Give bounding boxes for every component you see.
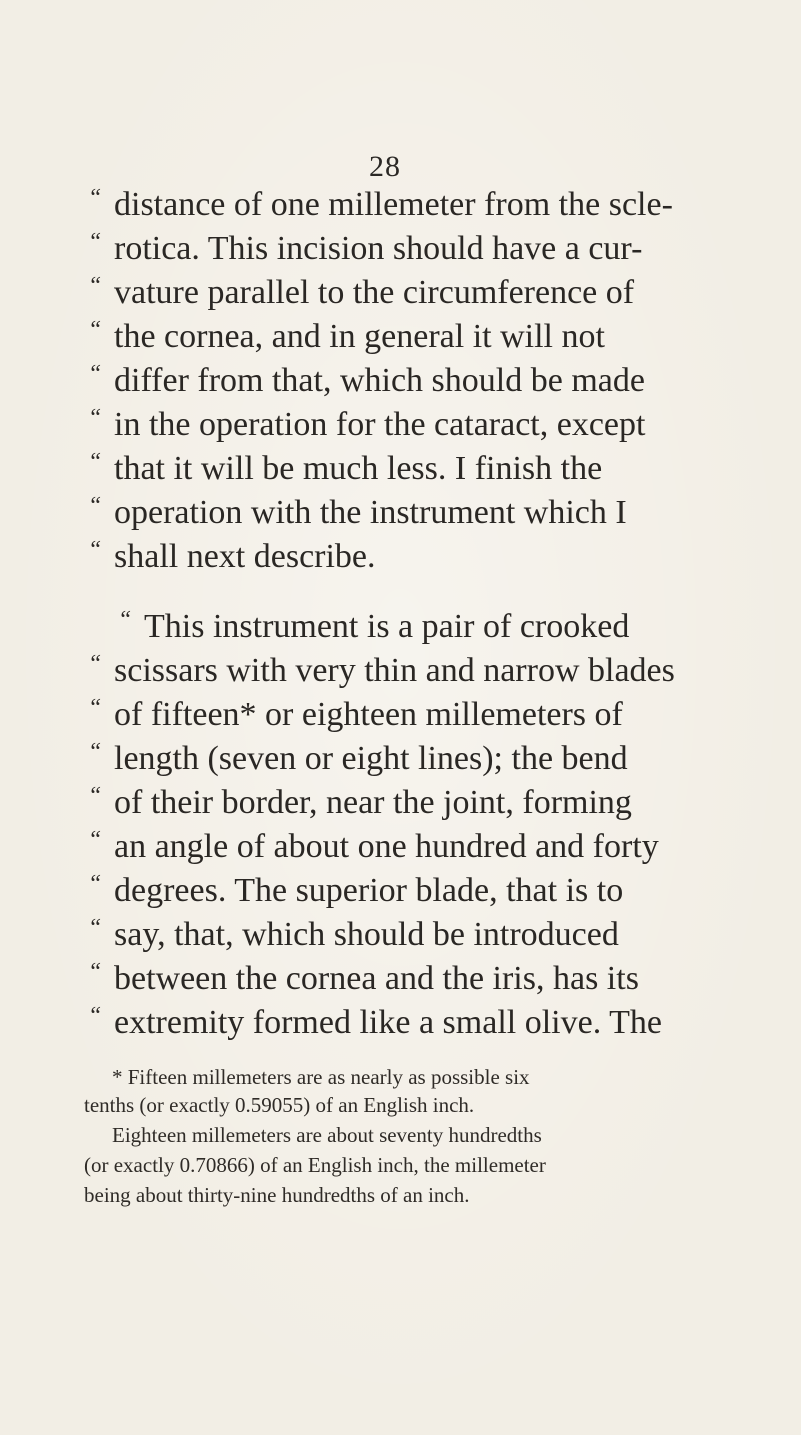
- line-text: rotica. This incision should have a cur-: [114, 230, 643, 267]
- line-text: in the operation for the cataract, except: [114, 406, 646, 443]
- line-text: extremity formed like a small olive. The: [114, 1004, 662, 1041]
- quote-mark: “: [88, 537, 102, 563]
- line-text: an angle of about one hundred and forty: [114, 828, 659, 865]
- line-text: the cornea, and in general it will not: [114, 318, 605, 355]
- quote-mark: “: [88, 871, 102, 897]
- footnote-line: Eighteen millemeters are about seventy hundredths: [112, 1123, 542, 1147]
- line-text: scissars with very thin and narrow blades: [114, 652, 675, 689]
- quote-mark: “: [88, 361, 102, 387]
- line-text: between the cornea and the iris, has its: [114, 960, 639, 997]
- line-text: of fifteen* or eighteen millemeters of: [114, 696, 623, 733]
- line-text: differ from that, which should be made: [114, 362, 645, 399]
- footnote-line: being about thirty-nine hundredths of an inch.: [84, 1183, 470, 1207]
- quote-mark: “: [88, 783, 102, 809]
- quote-mark: “: [88, 273, 102, 299]
- footnote-line: * Fifteen millemeters are as nearly as possible six: [112, 1065, 530, 1089]
- line-text: shall next describe.: [114, 538, 376, 575]
- quote-mark: “: [88, 405, 102, 431]
- quote-mark: “: [88, 651, 102, 677]
- quote-mark: “: [88, 229, 102, 255]
- quote-mark: “: [88, 317, 102, 343]
- quote-mark: “: [88, 827, 102, 853]
- quote-mark: “: [88, 449, 102, 475]
- line-text: of their border, near the joint, forming: [114, 784, 632, 821]
- quote-mark: “: [88, 915, 102, 941]
- line-text: vature parallel to the circumference of: [114, 274, 635, 311]
- quote-mark: “: [88, 959, 102, 985]
- quote-mark: “: [118, 607, 132, 633]
- footnote-line: (or exactly 0.70866) of an English inch, the millemeter: [84, 1153, 546, 1177]
- line-text: length (seven or eight lines); the bend: [114, 740, 628, 777]
- page-number: 28: [369, 150, 401, 183]
- quote-mark: “: [88, 1003, 102, 1029]
- line-text: degrees. The superior blade, that is to: [114, 872, 624, 909]
- line-text: operation with the instrument which I: [114, 494, 627, 531]
- quote-mark: “: [88, 739, 102, 765]
- quote-mark: “: [88, 493, 102, 519]
- quote-mark: “: [88, 185, 102, 211]
- line-text: This instrument is a pair of crooked: [144, 608, 630, 645]
- text-line: [88, 528, 728, 579]
- footnote-line: tenths (or exactly 0.59055) of an English inch.: [84, 1093, 475, 1117]
- line-text: say, that, which should be introduced: [114, 916, 619, 953]
- quote-mark: “: [88, 695, 102, 721]
- text-line: [88, 994, 728, 1045]
- line-text: that it will be much less. I finish the: [114, 450, 603, 487]
- line-text: distance of one millemeter from the scle-: [114, 186, 673, 223]
